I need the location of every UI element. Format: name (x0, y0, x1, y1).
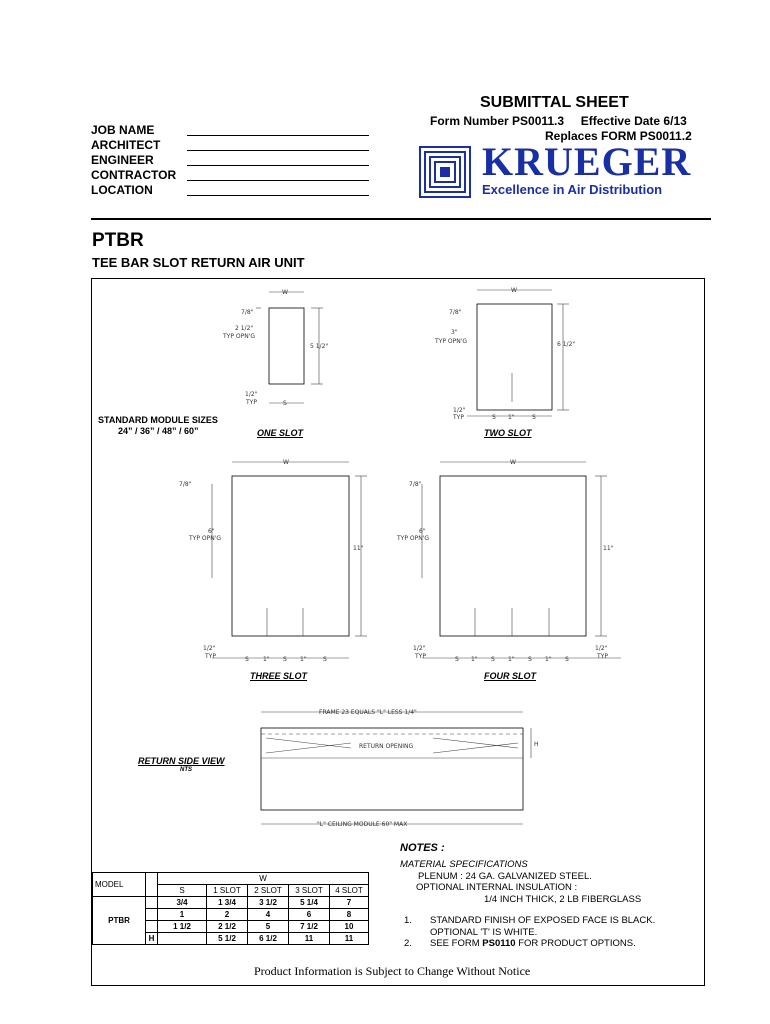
cell-0-3: 5 1/4 (289, 897, 330, 909)
model-description: TEE BAR SLOT RETURN AIR UNIT (92, 255, 305, 270)
location-label: LOCATION (91, 183, 153, 197)
dim-11-four: 11" (603, 545, 614, 552)
dimension-table (92, 872, 369, 945)
contractor-field[interactable] (187, 180, 369, 181)
dim-12-three: 1/2" (203, 645, 216, 652)
cell-1-1: 2 (207, 909, 248, 921)
contractor-label: CONTRACTOR (91, 168, 177, 182)
krueger-logo-icon (419, 146, 471, 198)
cell-3-2: 6 1/2 (248, 933, 289, 945)
note-1 (400, 915, 655, 927)
dim-s-three-a: S (245, 656, 249, 663)
job-name-label: JOB NAME (91, 123, 155, 137)
module-sizes-label: STANDARD MODULE SIZES (98, 415, 218, 425)
dim-w-four: W (510, 459, 516, 466)
h-label: H (146, 933, 158, 945)
dim-s-four-c: S (528, 656, 532, 663)
engineer-label: ENGINEER (91, 153, 154, 167)
col-s: S (158, 885, 207, 897)
note-2-pre: SEE FORM (430, 938, 483, 949)
dim-78-two: 7/8" (449, 309, 462, 316)
dim-12-one: 1/2" (245, 391, 258, 398)
col-1slot: 1 SLOT (207, 885, 248, 897)
dim-s-four-b: S (491, 656, 495, 663)
effective-date: Effective Date 6/13 (580, 114, 687, 128)
model-title: PTBR (92, 230, 144, 251)
model-header: MODEL (93, 873, 146, 897)
brand-tagline: Excellence in Air Distribution (482, 182, 663, 197)
four-slot-caption: FOUR SLOT (484, 671, 536, 681)
dim-typ-two: TYP (453, 414, 464, 421)
cell-0-4: 7 (330, 897, 369, 909)
dim-512-one: 5 1/2" (310, 343, 329, 350)
header-divider (91, 218, 711, 220)
form-number-line (430, 114, 687, 128)
brand-name: KRUEGER (482, 139, 692, 184)
dim-typ-one: TYP (246, 399, 257, 406)
dim-12-two: 1/2" (453, 407, 466, 414)
material-spec-heading: MATERIAL SPECIFICATIONS (400, 859, 528, 870)
dim-typ-opng-four: TYP OPN'G (397, 535, 429, 542)
dim-11-three: 11" (353, 545, 364, 552)
cell-3-3: 11 (289, 933, 330, 945)
note-2-number: 2. (404, 938, 412, 949)
three-slot-caption: THREE SLOT (250, 671, 308, 681)
cell-2-4: 10 (330, 921, 369, 933)
location-field[interactable] (187, 195, 369, 196)
dim-12-four-r: 1/2" (595, 645, 608, 652)
note-1-text: STANDARD FINISH OF EXPOSED FACE IS BLACK. (430, 915, 656, 926)
cell-1-0: 1 (158, 909, 207, 921)
dim-s-four-a: S (455, 656, 459, 663)
note-1-number: 1. (404, 915, 412, 926)
cell-3-1: 5 1/2 (207, 933, 248, 945)
dim-w-one: W (282, 289, 288, 296)
cell-2-0: 1 1/2 (158, 921, 207, 933)
dim-212-one: 2 1/2" (235, 325, 254, 332)
dim-1-four-c: 1" (545, 656, 552, 663)
replaces-form: Replaces FORM PS0011.2 (545, 129, 692, 143)
table-model: PTBR (93, 897, 146, 945)
note-2-form-link[interactable]: PS0110 (482, 938, 516, 949)
dim-3-two: 3" (451, 329, 458, 336)
note-1b-text: OPTIONAL 'T' IS WHITE. (430, 926, 538, 938)
dim-s-four-d: S (565, 656, 569, 663)
architect-field[interactable] (187, 150, 369, 151)
technical-drawings (91, 278, 705, 838)
dim-typ-opng-two: TYP OPN'G (435, 338, 467, 345)
dim-s-one: S (283, 400, 287, 407)
cell-0-0: 3/4 (158, 897, 207, 909)
cell-3-0 (158, 933, 207, 945)
dim-frame: FRAME 23 EQUALS "L" LESS 1/4" (319, 709, 417, 716)
cell-2-2: 5 (248, 921, 289, 933)
dim-return-opening: RETURN OPENING (359, 743, 414, 750)
col-4slot: 4 SLOT (330, 885, 369, 897)
dim-s-three-b: S (283, 656, 287, 663)
dim-w-three: W (283, 459, 289, 466)
sheet-title: SUBMITTAL SHEET (480, 94, 629, 111)
cell-2-1: 2 1/2 (207, 921, 248, 933)
module-sizes-values: 24” / 36” / 48” / 60” (118, 426, 199, 436)
dim-typ-opng-three: TYP OPN'G (189, 535, 221, 542)
dim-w-two: W (511, 287, 517, 294)
one-slot-caption: ONE SLOT (257, 428, 304, 438)
form-number: Form Number PS0011.3 (430, 114, 565, 128)
dim-s-three-c: S (323, 656, 327, 663)
cell-1-3: 6 (289, 909, 330, 921)
dim-s-two-a: S (492, 414, 496, 421)
w-header: W (158, 873, 369, 885)
dim-typ-three: TYP (205, 653, 216, 660)
note-2 (400, 938, 655, 950)
col-2slot: 2 SLOT (248, 885, 289, 897)
dim-typ-opng-one: TYP OPN'G (223, 333, 255, 340)
dim-1-two: 1" (508, 414, 515, 421)
engineer-field[interactable] (187, 165, 369, 166)
dim-h: H (534, 741, 539, 748)
plenum-note: PLENUM : 24 GA. GALVANIZED STEEL. (418, 870, 592, 882)
dim-78-four: 7/8" (409, 481, 422, 488)
dim-1-four-a: 1" (471, 656, 478, 663)
col-3slot: 3 SLOT (289, 885, 330, 897)
dim-78-three: 7/8" (179, 481, 192, 488)
dim-612-two: 6 1/2" (557, 341, 576, 348)
dim-typ-four-l: TYP (415, 653, 426, 660)
dim-6-four: 6" (419, 528, 426, 535)
cell-0-2: 3 1/2 (248, 897, 289, 909)
note-2-post: FOR PRODUCT OPTIONS. (515, 938, 636, 949)
dim-1-four-b: 1" (508, 656, 515, 663)
cell-1-4: 8 (330, 909, 369, 921)
dim-6-three: 6" (208, 528, 215, 535)
insulation-detail: 1/4 INCH THICK, 2 LB FIBERGLASS (484, 893, 642, 905)
cell-1-2: 4 (248, 909, 289, 921)
dim-s-two-b: S (532, 414, 536, 421)
footer-disclaimer: Product Information is Subject to Change Without Notice (254, 964, 531, 978)
job-name-field[interactable] (187, 135, 369, 136)
nts-label: NTS (180, 767, 192, 773)
notes-heading: NOTES : (400, 842, 445, 854)
architect-label: ARCHITECT (91, 138, 161, 152)
insulation-note: OPTIONAL INTERNAL INSULATION : (416, 882, 578, 893)
dim-78-one: 7/8" (241, 309, 254, 316)
return-side-view-caption: RETURN SIDE VIEW (138, 756, 225, 766)
cell-3-4: 11 (330, 933, 369, 945)
cell-0-1: 1 3/4 (207, 897, 248, 909)
notes-block (400, 859, 655, 950)
cell-2-3: 7 1/2 (289, 921, 330, 933)
two-slot-caption: TWO SLOT (484, 428, 532, 438)
dim-1-three-b: 1" (300, 656, 307, 663)
dim-1-three-a: 1" (263, 656, 270, 663)
dim-12-four-l: 1/2" (413, 645, 426, 652)
dim-typ-four-r: TYP (597, 653, 608, 660)
dim-ceiling: "L" CEILING MODULE 60" MAX (317, 821, 408, 828)
